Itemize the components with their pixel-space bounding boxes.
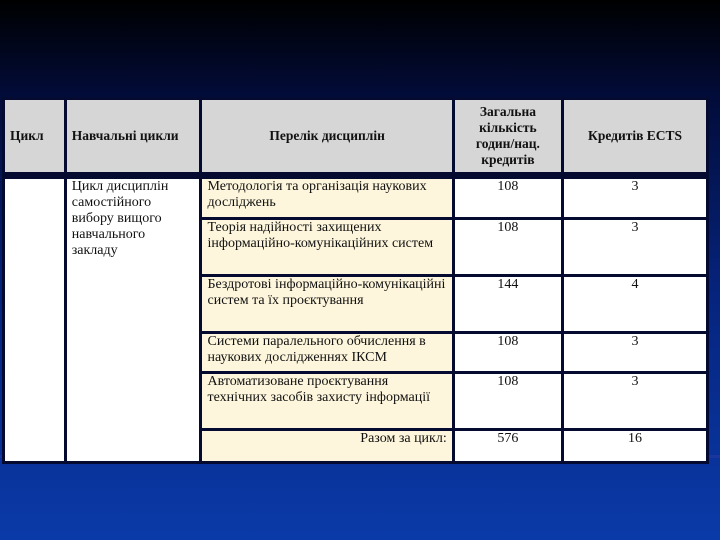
discipline-cell: Методологія та організація наукових досліджень xyxy=(202,179,451,217)
ects-cell: 3 xyxy=(564,334,706,371)
ects-cell: 4 xyxy=(564,277,706,331)
discipline-cell: Теорія надійності захищених інформаційно-комунікаційних систем xyxy=(202,220,451,274)
ects-cell: 3 xyxy=(564,220,706,274)
header-hours: Загальна кількість годин/нац. кредитів xyxy=(455,100,561,172)
cycle-cell xyxy=(5,179,64,461)
discipline-cell: Автоматизоване проєктування технічних засобів захисту інформації xyxy=(202,374,451,428)
header-row xyxy=(5,100,706,172)
header-disciplines: Перелік дисциплін xyxy=(202,100,451,172)
cycle-name-cell: Цикл дисциплін самостійного вибору вищого навчального закладу xyxy=(67,179,200,461)
ects-cell: 3 xyxy=(564,374,706,428)
header-ects: Кредитів ECTS xyxy=(564,100,706,172)
hours-cell: 144 xyxy=(455,277,561,331)
curriculum-table xyxy=(2,97,709,464)
hours-cell: 108 xyxy=(455,179,561,217)
total-hours: 576 xyxy=(455,431,561,461)
header-cycle: Цикл xyxy=(5,100,64,172)
hours-cell: 108 xyxy=(455,334,561,371)
header-study-cycles: Навчальні цикли xyxy=(67,100,200,172)
hours-cell: 108 xyxy=(455,374,561,428)
total-label: Разом за цикл: xyxy=(202,431,451,461)
total-ects: 16 xyxy=(564,431,706,461)
discipline-cell: Бездротові інформаційно-комунікаційні систем та їх проєктування xyxy=(202,277,451,331)
table-row xyxy=(5,179,706,217)
ects-cell: 3 xyxy=(564,179,706,217)
hours-cell: 108 xyxy=(455,220,561,274)
discipline-cell: Системи паралельного обчислення в наукових дослідженнях ІКСМ xyxy=(202,334,451,371)
